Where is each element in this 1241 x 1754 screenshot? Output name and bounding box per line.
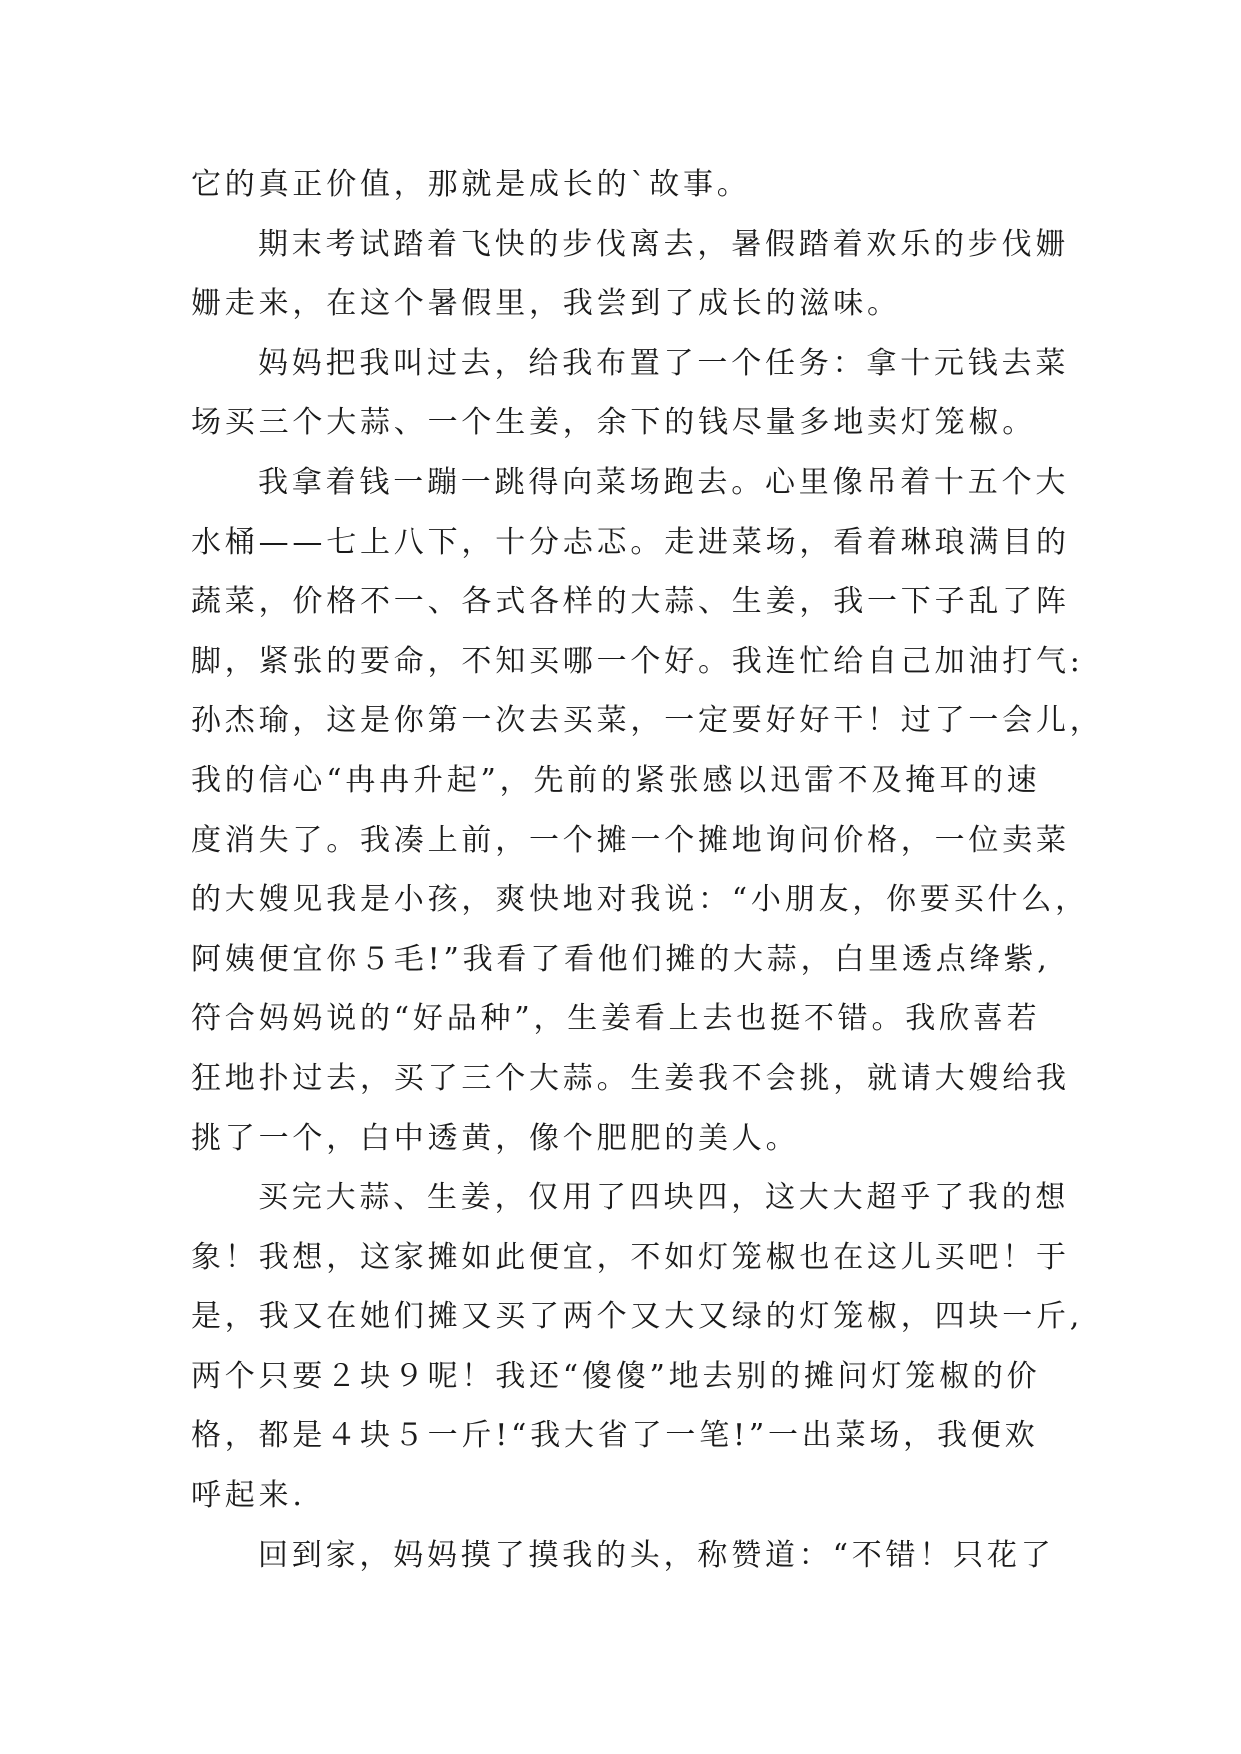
paragraph-first-line: 期末考试踏着飞快的步伐离去，暑假踏着欢乐的步伐姗 <box>258 226 1070 262</box>
text-line: 度消失了。我凑上前，一个摊一个摊地询问价格，一位卖菜 <box>191 822 1070 858</box>
text-line: 是，我又在她们摊又买了两个又大又绿的灯笼椒，四块一斤, <box>191 1299 1084 1335</box>
paragraph-first-line: 我拿着钱一蹦一跳得向菜场跑去。心里像吊着十五个大 <box>258 464 1070 500</box>
text-line: 它的真正价值，那就是成长的`故事。 <box>191 167 751 202</box>
paragraph-first-line: 买完大蒜、生姜，仅用了四块四，这大大超乎了我的想 <box>258 1180 1070 1216</box>
text-line: 水桶——七上八下，十分忐忑。走进菜场，看着琳琅满目的 <box>191 524 1070 560</box>
text-line: 蔬菜，价格不一、各式各样的大蒜、生姜，我一下子乱了阵 <box>191 584 1070 620</box>
paragraph-first-line: 妈妈把我叫过去，给我布置了一个任务：拿十元钱去菜 <box>258 345 1070 381</box>
text-line: 脚，紧张的要命，不知买哪一个好。我连忙给自己加油打气: <box>191 643 1084 679</box>
paragraph-first-line: 回到家，妈妈摸了摸我的头，称赞道：“不错！只花了 <box>258 1537 1055 1573</box>
text-line: 两个只要２块９呢！我还“傻傻”地去别的摊问灯笼椒的价 <box>191 1358 1041 1394</box>
text-line: 呼起来. <box>191 1478 306 1514</box>
text-line: 格，都是４块５一斤!“我大省了一笔!”一出菜场，我便欢 <box>191 1418 1039 1454</box>
text-line: 象！我想，这家摊如此便宜，不如灯笼椒也在这儿买吧！于 <box>191 1239 1070 1275</box>
text-line: 狂地扑过去，买了三个大蒜。生姜我不会挑，就请大嫂给我 <box>191 1060 1070 1096</box>
text-line: 孙杰瑜，这是你第一次去买菜，一定要好好干！过了一会儿， <box>191 703 1104 739</box>
text-line: 符合妈妈说的“好品种”，生姜看上去也挺不错。我欣喜若 <box>191 1001 1041 1037</box>
text-line: 阿姨便宜你５毛!”我看了看他们摊的大蒜，白里透点绛紫, <box>191 941 1051 977</box>
text-line: 场买三个大蒜、一个生姜，余下的钱尽量多地卖灯笼椒。 <box>191 405 1036 441</box>
text-line: 姗走来，在这个暑假里，我尝到了成长的滋味。 <box>191 286 901 322</box>
document-body <box>191 155 1104 1585</box>
text-line: 我的信心“冉冉升起”，先前的紧张感以迅雷不及掩耳的速 <box>191 762 1041 798</box>
text-line: 挑了一个，白中透黄，像个肥肥的美人。 <box>191 1120 800 1156</box>
text-line: 的大嫂见我是小孩，爽快地对我说：“小朋友，你要买什么， <box>191 882 1089 918</box>
